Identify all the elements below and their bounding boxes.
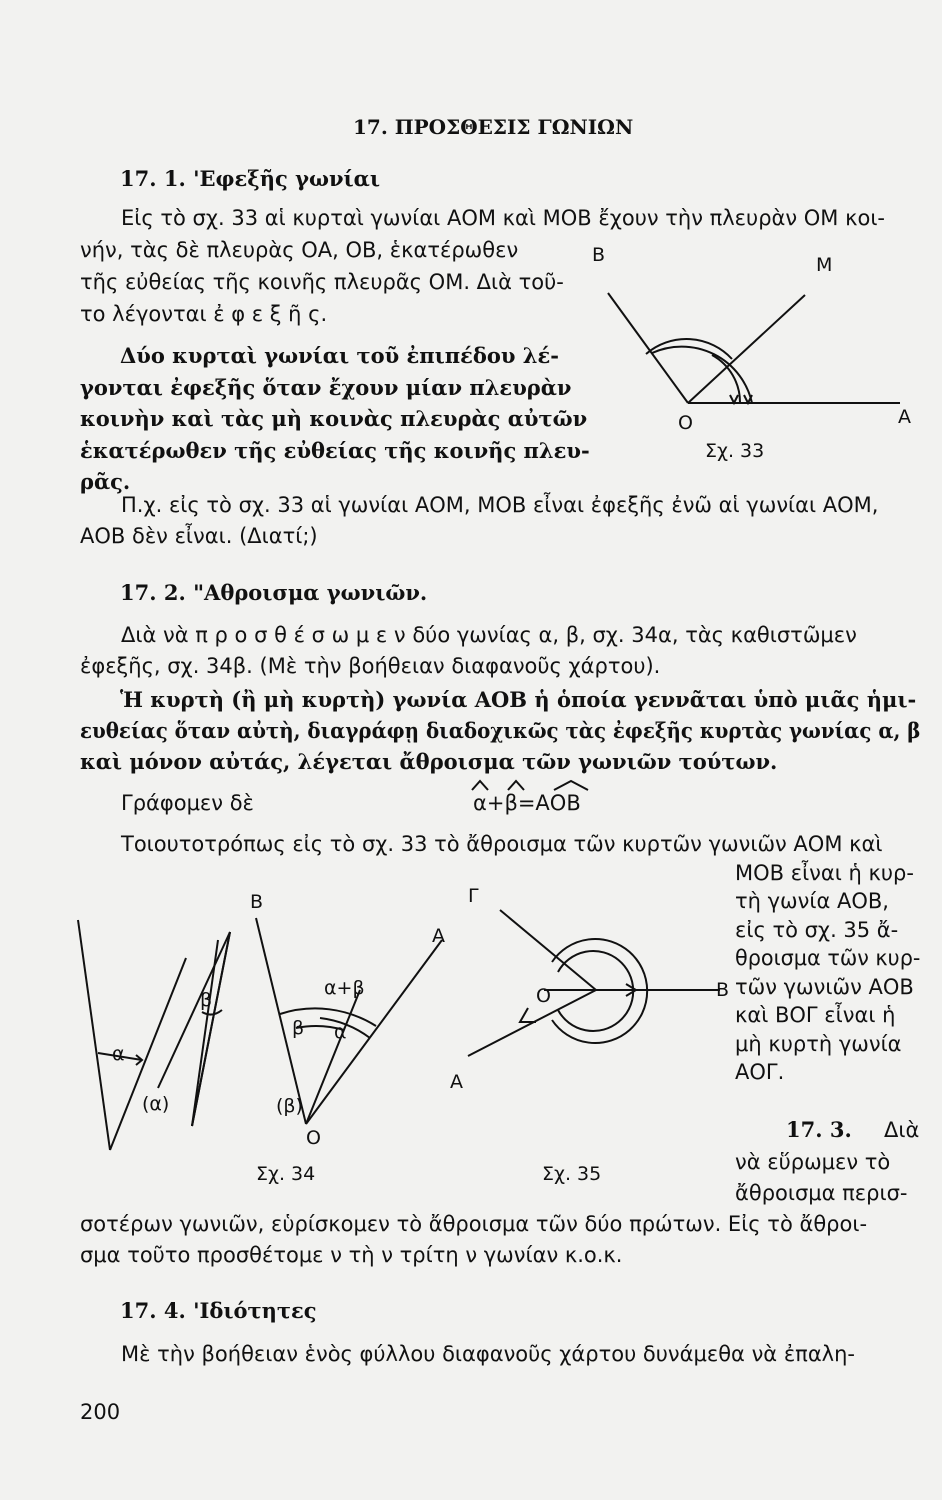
fig34-beta: β xyxy=(200,989,213,1011)
fig35-label-gamma: Γ xyxy=(468,885,479,907)
text-line: το λέγονται ἐ φ ε ξ ῆ ς. xyxy=(80,302,328,326)
text-line: νήν, τὰς δὲ πλευρὰς ΟΑ, ΟΒ, ἑκατέρωθεν xyxy=(80,238,519,262)
formula: α+β=ΑΟΒ xyxy=(473,791,581,815)
text-line: Π.χ. εἰς τὸ σχ. 33 αἱ γωνίαι ΑΟΜ, ΜΟΒ εἶναι ἐφεξῆς ἐνῶ αἱ γωνίαι ΑΟΜ, xyxy=(121,493,879,517)
text-line: Μὲ τὴν βοήθειαν ἑνὸς φύλλου διαφανοῦς χάρτου δυνάμεθα νὰ ἐπαλη- xyxy=(121,1342,855,1366)
fig34-label-beta: (β) xyxy=(276,1095,303,1117)
fig35-caption: Σχ. 35 xyxy=(542,1163,602,1185)
text-line: ΜΟΒ εἶναι ἡ κυρ- xyxy=(735,861,914,885)
fig33-label-b: B xyxy=(592,244,606,266)
fig35-label-a: A xyxy=(450,1071,463,1093)
text-line: νὰ εὕρωμεν τὸ xyxy=(735,1150,891,1174)
page-number: 200 xyxy=(80,1400,121,1424)
fig34-label-b: B xyxy=(250,891,264,913)
section-heading-17-2: 17. 2. "Αθροισμα γωνιῶν. xyxy=(120,580,428,605)
text-line: Διὰ xyxy=(884,1118,920,1142)
fig34-label-a: A xyxy=(432,925,445,947)
section-heading-17-3: 17. 3. xyxy=(786,1117,852,1142)
text-line: θροισμα τῶν κυρ- xyxy=(735,946,921,970)
text-line: τὴ γωνία ΑΟΒ, xyxy=(735,889,889,913)
definition-line: κοινὴν καὶ τὰς μὴ κοινὰς πλευρὰς αὐτῶν xyxy=(80,406,588,431)
text-line: ΑΟΓ. xyxy=(735,1060,785,1084)
fig33-label-m: M xyxy=(816,254,833,276)
text-line: Διὰ νὰ π ρ ο σ θ έ σ ω μ ε ν δύο γωνίας α, β, σχ. 34α, τὰς καθιστῶμεν xyxy=(121,623,857,647)
definition-line: καὶ μόνον αὐτάς, λέγεται ἄθροισμα τῶν γωνιῶν τούτων. xyxy=(80,749,778,774)
figure-35 xyxy=(440,880,750,1190)
definition-line: ρᾶς. xyxy=(80,469,131,494)
fig33-caption: Σχ. 33 xyxy=(705,440,765,462)
fig34-alpha: α xyxy=(112,1043,125,1065)
text-line: μὴ κυρτὴ γωνία xyxy=(735,1032,902,1056)
fig34-beta-b: β xyxy=(292,1017,305,1039)
fig34-alpha-b: α xyxy=(334,1021,347,1043)
chapter-title: 17. ΠΡΟΣΘΕΣΙΣ ΓΩΝΙΩΝ xyxy=(353,115,634,139)
formula-hats xyxy=(470,778,610,794)
fig34-label-alpha: (α) xyxy=(142,1093,170,1115)
text-line: τῶν γωνιῶν ΑΟΒ xyxy=(735,975,914,999)
text-line: Εἰς τὸ σχ. 33 αἱ κυρταὶ γωνίαι ΑΟΜ καὶ ΜΟΒ ἔχουν τὴν πλευρὰν ΟΜ κοι- xyxy=(121,206,885,230)
fig34-alpha-plus-beta: α+β xyxy=(324,977,365,999)
text-line: καὶ ΒΟΓ εἶναι ἡ xyxy=(735,1003,896,1027)
section-heading-17-4: 17. 4. 'Ιδιότητες xyxy=(120,1298,317,1323)
fig35-label-b: B xyxy=(716,979,730,1001)
definition-line: Ἡ κυρτὴ (ἢ μὴ κυρτὴ) γωνία ΑΟΒ ἡ ὁποία γεννᾶται ὑπὸ μιᾶς ἡμι- xyxy=(120,687,917,712)
definition-line: γονται ἐφεξῆς ὅταν ἔχουν μίαν πλευρὰν xyxy=(80,375,572,400)
text-line: ἐφεξῆς, σχ. 34β. (Μὲ τὴν βοήθειαν διαφανοῦς χάρτου). xyxy=(80,654,661,678)
fig34-caption: Σχ. 34 xyxy=(256,1163,316,1185)
section-heading-17-1: 17. 1. 'Εφεξῆς γωνίαι xyxy=(120,166,380,191)
definition-line: ευθείας ὅταν αὐτὴ, διαγράφῃ διαδοχικῶς τὰς ἐφεξῆς κυρτὰς γωνίας α, β xyxy=(80,718,921,743)
fig33-label-a: A xyxy=(898,406,911,428)
fig34-label-o: O xyxy=(306,1127,321,1149)
fig35-label-o: O xyxy=(536,985,551,1007)
text-line: Γράφομεν δὲ xyxy=(121,791,254,815)
text-line: Τοιουτοτρόπως εἰς τὸ σχ. 33 τὸ ἄθροισμα τῶν κυρτῶν γωνιῶν ΑΟΜ καὶ xyxy=(121,832,883,856)
text-line: τῆς εὐθείας τῆς κοινῆς πλευρᾶς ΟΜ. Διὰ τοῦ- xyxy=(80,270,564,294)
fig33-label-o: O xyxy=(678,412,693,434)
figure-34 xyxy=(70,870,470,1190)
text-line: εἰς τὸ σχ. 35 ἄ- xyxy=(735,918,899,942)
text-line: σοτέρων γωνιῶν, εὑρίσκομεν τὸ ἄθροισμα τῶν δύο πρώτων. Εἰς τὸ ἄθροι- xyxy=(80,1212,868,1236)
text-line: ἄθροισμα περισ- xyxy=(735,1181,908,1205)
definition-line: ἑκατέρωθεν τῆς εὐθείας τῆς κοινῆς πλευ- xyxy=(80,438,590,463)
figure-33 xyxy=(580,235,920,465)
text-line: ΑΟΒ δὲν εἶναι. (Διατί;) xyxy=(80,524,318,548)
definition-line: Δύο κυρταὶ γωνίαι τοῦ ἐπιπέδου λέ- xyxy=(120,343,560,368)
text-line: σμα τοῦτο προσθέτομε ν τὴ ν τρίτη ν γωνίαν κ.ο.κ. xyxy=(80,1243,623,1267)
